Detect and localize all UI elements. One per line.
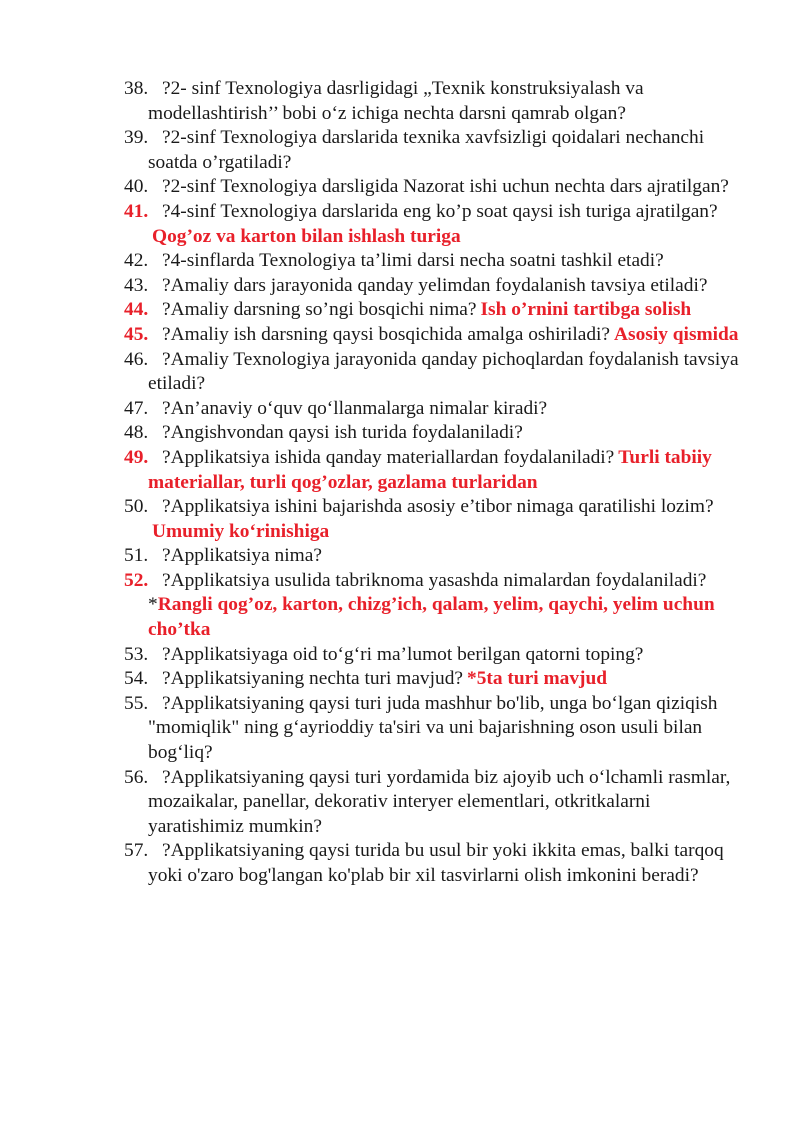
question-text: ?4-sinf Texnologiya darslarida eng ko’p soat qaysi ish turiga ajratilgan? [162, 200, 718, 222]
answer-text: Turli tabiiy materiallar, turli qog’ozlar, gazlama turlaridan [148, 446, 712, 493]
question-number: 48. [124, 422, 149, 444]
answer-text: Asosiy qismida [614, 323, 739, 345]
question-41 [124, 200, 744, 249]
question-number: 45. [124, 323, 149, 345]
question-text: ?Angishvondan qaysi ish turida foydalaniladi? [162, 422, 523, 444]
question-number: 38. [124, 78, 149, 99]
question-number: 39. [124, 127, 149, 149]
question-48 [124, 421, 744, 446]
answer-text: Qog’oz va karton bilan ishlash turiga [152, 225, 461, 247]
question-56 [124, 766, 744, 840]
question-number: 42. [124, 250, 149, 272]
question-39 [124, 126, 744, 175]
question-52 [124, 569, 744, 643]
question-number: 53. [124, 643, 149, 665]
question-50 [124, 495, 744, 544]
question-text: ?Applikatsiya nima? [162, 545, 322, 567]
question-number: 56. [124, 766, 149, 788]
question-number: 52. [124, 569, 149, 591]
question-text: ?Amaliy dars jarayonida qanday yelimdan foydalanish tavsiya etiladi? [162, 274, 708, 296]
question-49 [124, 446, 744, 495]
answer-text: Umumiy ko‘rinishiga [152, 520, 330, 542]
question-text: ?2-sinf Texnologiya darsligida Nazorat ishi uchun nechta dars ajratilgan? [162, 176, 729, 198]
question-number: 57. [124, 840, 149, 862]
question-text: ?An’anaviy o‘quv qo‘llanmalarga nimalar kiradi? [162, 397, 548, 419]
question-text: ?Amaliy darsning so’ngi bosqichi nima? [162, 299, 477, 321]
question-46 [124, 348, 744, 397]
answer-text: *5ta turi mavjud [467, 668, 608, 690]
question-number: 51. [124, 545, 149, 567]
question-51 [124, 544, 744, 569]
question-55 [124, 692, 744, 766]
question-number: 40. [124, 176, 149, 198]
question-45 [124, 323, 744, 348]
question-number: 55. [124, 692, 149, 714]
question-text: ?Applikatsiya ishini bajarishda asosiy e’tibor nimaga qaratilishi lozim? [162, 496, 714, 518]
question-text: ?Applikatsiyaning qaysi turida bu usul bir yoki ikkita emas, balki tarqoq yoki o'zaro bog'langan ko'plab bir xil tasvirlarni olish imkonini beradi? [148, 840, 724, 886]
question-44 [124, 298, 744, 323]
answer-text: Rangli qog’oz, karton, chizg’ich, qalam, yelim, qaychi, yelim uchun cho’tka [148, 594, 715, 641]
question-number: 41. [124, 200, 149, 222]
question-text: ?Applikatsiyaga oid to‘g‘ri ma’lumot berilgan qatorni toping? [162, 643, 644, 665]
question-text: ?Applikatsiyaning qaysi turi juda mashhur bo'lib, unga bo‘lgan qiziqish "momiqlik" ning g‘ayrioddiy ta'siri va uni bajarishning oson usuli bilan bog‘liq? [148, 692, 718, 764]
question-text: ?Applikatsiyaning nechta turi mavjud? [162, 668, 464, 690]
question-number: 49. [124, 446, 149, 468]
question-54 [124, 667, 744, 692]
question-text: ?Applikatsiyaning qaysi turi yordamida biz ajoyib uch o‘lchamli rasmlar, mozaikalar, panellar, dekorativ interyer elementlari, otkritkalarni yaratishimiz mumkin? [148, 766, 731, 837]
question-number: 44. [124, 299, 149, 321]
question-number: 50. [124, 496, 149, 518]
question-list [124, 77, 744, 889]
question-text: ?Amaliy ish darsning qaysi bosqichida amalga oshiriladi? [162, 323, 611, 345]
question-53 [124, 643, 744, 668]
question-42 [124, 249, 744, 274]
question-number: 47. [124, 397, 149, 419]
answer-text: Ish o’rnini tartibga solish [480, 299, 692, 321]
question-38 [124, 77, 744, 126]
question-text: ?Applikatsiya ishida qanday materiallardan foydalaniladi? [162, 446, 615, 468]
question-43 [124, 274, 744, 299]
question-text: ?Applikatsiya usulida tabriknoma yasashda nimalardan foydalaniladi? * [148, 569, 707, 616]
question-57 [124, 839, 744, 888]
question-text: ?2-sinf Texnologiya darslarida texnika xavfsizligi qoidalari nechanchi soatda o’rgatiladi? [148, 127, 705, 173]
question-47 [124, 397, 744, 422]
question-number: 43. [124, 274, 149, 296]
question-number: 46. [124, 348, 149, 370]
question-text: ?4-sinflarda Texnologiya ta’limi darsi necha soatni tashkil etadi? [162, 250, 664, 272]
question-40 [124, 175, 744, 200]
question-text: ?Amaliy Texnologiya jarayonida qanday pichoqlardan foydalanish tavsiya etiladi? [148, 348, 739, 395]
question-number: 54. [124, 668, 149, 690]
question-text: ?2- sinf Texnologiya dasrligidagi „Texnik konstruksiyalash va modellashtirish’’ bobi o‘z ichiga nechta darsni qamrab olgan? [148, 78, 644, 124]
